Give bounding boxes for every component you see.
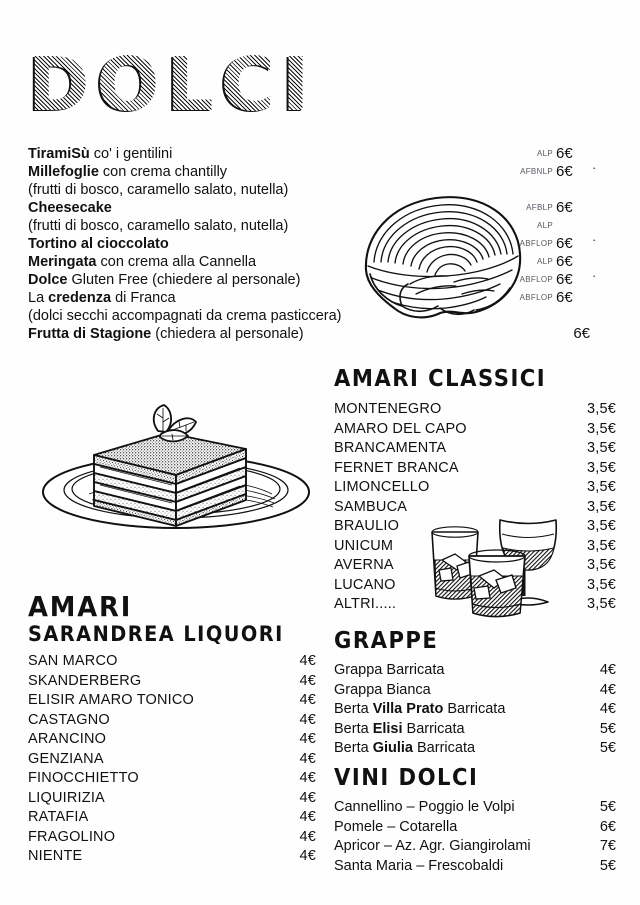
- list-item: [334, 439, 616, 459]
- list-item: [28, 652, 316, 672]
- item-name: BRANCAMENTA: [334, 440, 447, 456]
- item-price: 5€: [599, 740, 616, 756]
- dolci-item-name: Meringata: [28, 254, 97, 270]
- item-name: LUCANO: [334, 576, 396, 593]
- list-item: [28, 691, 316, 711]
- item-name: AVERNA: [334, 557, 394, 573]
- dolci-item-name: Frutta di Stagione: [28, 326, 152, 342]
- list-item: [334, 400, 616, 420]
- list-item: [334, 459, 616, 479]
- item-name: LIMONCELLO: [334, 479, 430, 495]
- item-price: 5€: [599, 857, 616, 874]
- item-price: 4€: [299, 653, 316, 669]
- dolci-item-desc: co' i gentilini: [89, 146, 173, 162]
- dolci-item-desc: (frutti di bosco, caramello salato, nutella): [28, 218, 289, 234]
- item-price: 4€: [599, 701, 616, 717]
- dolci-item-name: TiramiSù: [28, 146, 90, 162]
- item-price: 6€: [599, 818, 616, 835]
- item-price: 3,5€: [586, 537, 616, 554]
- dolci-item-desc: (dolci secchi accompagnati da crema pasticcera): [28, 308, 342, 324]
- dolci-item: [28, 145, 618, 163]
- dolci-item-name: Dolce: [28, 272, 68, 288]
- item-name: FERNET BRANCA: [334, 459, 459, 476]
- item-name: Cannellino – Poggio le Volpi: [334, 799, 515, 815]
- item-price: 4€: [299, 828, 316, 845]
- item-price: 4€: [299, 809, 316, 825]
- item-suffix: Barricata: [402, 720, 465, 737]
- dolci-item-price: 6€: [573, 325, 590, 342]
- dolci-item: [28, 163, 618, 181]
- item-price: 4€: [599, 681, 616, 698]
- dolci-item: [28, 271, 618, 289]
- liquor-glasses-illustration: [424, 508, 564, 620]
- item-name: SKANDERBERG: [28, 672, 142, 689]
- item-name: NIENTE: [28, 848, 83, 864]
- dolci-item-price: 6€ ·: [556, 163, 590, 181]
- item-prefix: Berta: [334, 740, 373, 756]
- item-price: 4€: [299, 731, 316, 747]
- item-name: Elisi: [372, 720, 403, 737]
- list-item: [28, 750, 316, 770]
- item-price: 3,5€: [586, 576, 616, 593]
- dolci-item: [28, 325, 618, 343]
- list-item: [28, 789, 316, 809]
- allergen-code: AFBNLP: [520, 167, 553, 176]
- item-name: Santa Maria – Frescobaldi: [334, 857, 504, 874]
- list-item: [28, 808, 316, 828]
- item-name: ALTRI.....: [334, 596, 397, 612]
- dolci-item-name: Cheesecake: [28, 200, 112, 216]
- grappe-section: [334, 628, 616, 759]
- item-price: 4€: [299, 672, 316, 689]
- dolci-list: [28, 145, 618, 343]
- dolci-item: [28, 217, 618, 235]
- list-item: [28, 730, 316, 750]
- dolci-item-price: 6€: [556, 289, 573, 306]
- item-name: ELISIR AMARO TONICO: [28, 692, 195, 708]
- item-name: Villa Prato: [372, 701, 444, 717]
- allergen-code: ABFLOP: [519, 239, 553, 248]
- item-price: 3,5€: [586, 498, 616, 515]
- list-item: [334, 700, 616, 720]
- item-price: 4€: [299, 692, 316, 708]
- item-price: 4€: [299, 711, 316, 728]
- dolci-item-price: 6€: [556, 145, 573, 162]
- item-price: 7€: [599, 838, 616, 854]
- dolci-item-desc: (chiedera al personale): [151, 326, 304, 342]
- list-item: [334, 857, 616, 877]
- item-price: 4€: [599, 662, 616, 678]
- item-name: Giulia: [372, 740, 413, 756]
- item-suffix: Barricata: [412, 740, 476, 756]
- item-prefix: Berta: [334, 701, 373, 717]
- dolci-item-price: 6€: [556, 199, 573, 216]
- list-item: [334, 818, 616, 838]
- list-item: [28, 769, 316, 789]
- item-price: 3,5€: [586, 440, 616, 456]
- vini-dolci-list: [334, 798, 616, 876]
- vini-dolci-section: [334, 765, 616, 876]
- allergen-code: ALP: [536, 149, 553, 158]
- amari-heading: AMARI: [28, 590, 133, 623]
- item-name: ARANCINO: [28, 731, 107, 747]
- item-price: 4€: [299, 750, 316, 767]
- item-prefix: Grappa Bianca: [334, 681, 431, 698]
- amari-classici-heading: AMARI CLASSICI: [334, 366, 547, 392]
- dolci-item-name: Tortino al cioccolato: [28, 236, 169, 252]
- allergen-code: ALP: [536, 221, 553, 230]
- dolci-item-desc: con crema alla Cannella: [96, 254, 257, 270]
- list-item: [28, 828, 316, 848]
- tiramisu-plate-illustration: [30, 398, 322, 533]
- item-prefix: Berta: [334, 720, 373, 737]
- item-price: 4€: [299, 789, 316, 806]
- page-title: DOLCI: [28, 42, 317, 128]
- dolci-item-price: 6€ ·: [556, 235, 590, 253]
- amari-list: [28, 652, 316, 867]
- item-price: 4€: [299, 848, 316, 864]
- item-price: 5€: [599, 799, 616, 815]
- dolci-item-desc: con crema chantilly: [98, 164, 228, 180]
- dolci-item-desc: (frutti di bosco, caramello salato, nutella): [28, 182, 289, 198]
- dolci-item-desc: Gluten Free (chiedere al personale): [67, 272, 301, 288]
- dolci-item-desc: di Franca: [111, 290, 176, 306]
- list-item: [334, 478, 616, 498]
- item-price: 3,5€: [586, 557, 616, 573]
- dolci-item: [28, 235, 618, 253]
- dolci-item: [28, 289, 618, 307]
- item-name: Pomele – Cotarella: [334, 818, 458, 835]
- list-item: [334, 739, 616, 759]
- grappe-list: [334, 661, 616, 759]
- allergen-code: ABFLOP: [519, 275, 553, 284]
- vini-dolci-heading: VINI DOLCI: [334, 765, 479, 791]
- amari-section: [28, 592, 316, 867]
- grappe-heading: GRAPPE: [334, 628, 439, 654]
- item-name: SAN MARCO: [28, 653, 118, 669]
- list-item: [334, 661, 616, 681]
- item-prefix: Grappa Barricata: [334, 662, 445, 678]
- allergen-code: ABFLOP: [519, 293, 553, 302]
- list-item: [334, 720, 616, 740]
- dolci-item-price: 6€ ·: [556, 271, 590, 289]
- item-price: 3,5€: [586, 518, 616, 534]
- dolci-item: [28, 199, 618, 217]
- item-name: AMARO DEL CAPO: [334, 420, 467, 437]
- allergen-code: AFBLP: [526, 203, 553, 212]
- list-item: [334, 837, 616, 857]
- dolci-item-name: Millefoglie: [28, 164, 99, 180]
- list-item: [334, 681, 616, 701]
- list-item: [28, 672, 316, 692]
- dolci-item-price: 6€: [556, 253, 573, 270]
- item-name: BRAULIO: [334, 518, 400, 534]
- item-name: CASTAGNO: [28, 711, 110, 728]
- item-name: FINOCCHIETTO: [28, 770, 139, 786]
- item-price: 5€: [599, 720, 616, 737]
- list-item: [28, 847, 316, 867]
- allergen-code: ALP: [536, 257, 553, 266]
- item-suffix: Barricata: [443, 701, 506, 717]
- item-price: 4€: [299, 770, 316, 786]
- dolci-item-name: credenza: [48, 290, 112, 306]
- dolci-item: [28, 181, 618, 199]
- amari-subheading: SARANDREA LIQUORI: [28, 622, 284, 646]
- item-name: MONTENEGRO: [334, 401, 442, 417]
- item-name: GENZIANA: [28, 750, 104, 767]
- item-price: 3,5€: [586, 596, 616, 612]
- dolci-item: [28, 307, 618, 325]
- item-name: Apricor – Az. Agr. Giangirolami: [334, 838, 531, 854]
- list-item: [28, 711, 316, 731]
- item-name: LIQUIRIZIA: [28, 789, 105, 806]
- dolci-item-prefix: La: [28, 290, 49, 306]
- item-price: 3,5€: [586, 459, 616, 476]
- item-name: RATAFIA: [28, 809, 89, 825]
- item-price: 3,5€: [586, 401, 616, 417]
- item-price: 3,5€: [586, 479, 616, 495]
- item-name: UNICUM: [334, 537, 394, 554]
- item-name: SAMBUCA: [334, 498, 408, 515]
- list-item: [334, 798, 616, 818]
- list-item: [334, 420, 616, 440]
- item-price: 3,5€: [586, 420, 616, 437]
- item-name: FRAGOLINO: [28, 828, 116, 845]
- dolci-item: [28, 253, 618, 271]
